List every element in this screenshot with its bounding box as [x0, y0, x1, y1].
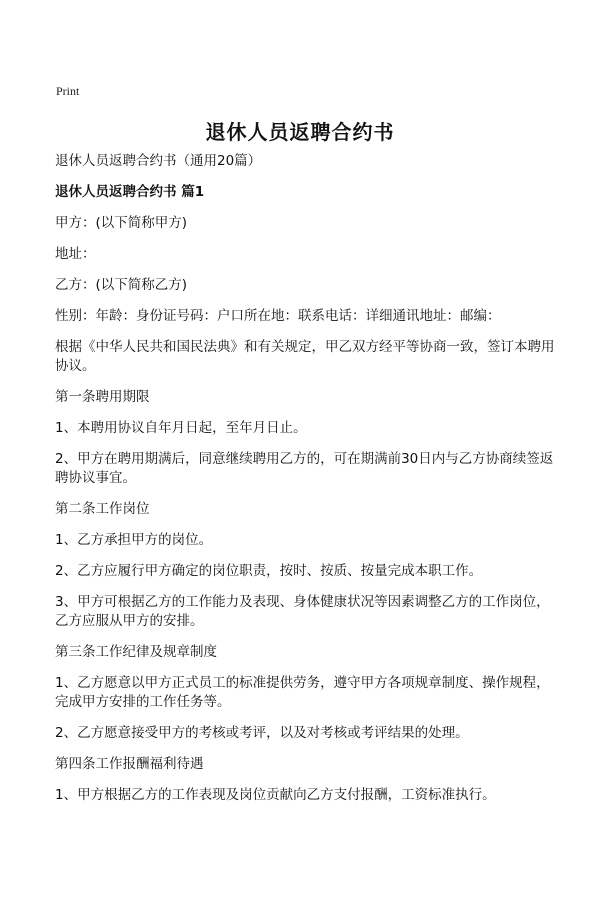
article-heading: 第四条工作报酬福利待遇	[55, 756, 204, 772]
paragraph: 1、乙方承担甲方的岗位。	[55, 532, 213, 548]
document-title: 退休人员返聘合约书	[205, 120, 395, 144]
paragraph: 甲方：(以下简称甲方)	[55, 215, 188, 231]
article-heading: 第二条工作岗位	[55, 501, 150, 517]
paragraph: 性别：年龄：身份证号码：户口所在地：联系电话：详细通讯地址：邮编：	[55, 308, 501, 324]
print-link[interactable]: Print	[56, 84, 80, 98]
article-heading: 第一条聘用期限	[55, 389, 150, 405]
section-heading: 退休人员返聘合约书 篇1	[55, 184, 205, 200]
article-heading: 第三条工作纪律及规章制度	[55, 644, 217, 660]
paragraph: 乙方：(以下简称乙方)	[55, 277, 188, 293]
paragraph: 1、乙方愿意以甲方正式员工的标准提供劳务，遵守甲方各项规章制度、操作规程，完成甲方安排的工作任务等。	[55, 675, 550, 710]
paragraph: 2、乙方愿意接受甲方的考核或考评，以及对考核或考评结果的处理。	[55, 725, 469, 741]
paragraph: 2、乙方应履行甲方确定的岗位职责，按时、按质、按量完成本职工作。	[55, 563, 483, 579]
paragraph: 2、甲方在聘用期满后，同意继续聘用乙方的，可在期满前30日内与乙方协商续签返聘协议事宜。	[55, 451, 554, 486]
paragraph: 退休人员返聘合约书（通用20篇）	[55, 153, 262, 169]
paragraph: 1、甲方根据乙方的工作表现及岗位贡献向乙方支付报酬，工资标准执行。	[55, 787, 496, 803]
paragraph: 1、本聘用协议自年月日起，至年月日止。	[55, 420, 307, 436]
paragraph: 根据《中华人民共和国民法典》和有关规定，甲乙双方经平等协商一致，签订本聘用协议。	[55, 339, 555, 374]
document-body	[55, 152, 555, 817]
paragraph: 3、甲方可根据乙方的工作能力及表现、身体健康状况等因素调整乙方的工作岗位，乙方应服从甲方的安排。	[55, 594, 550, 629]
paragraph: 地址：	[55, 246, 96, 262]
